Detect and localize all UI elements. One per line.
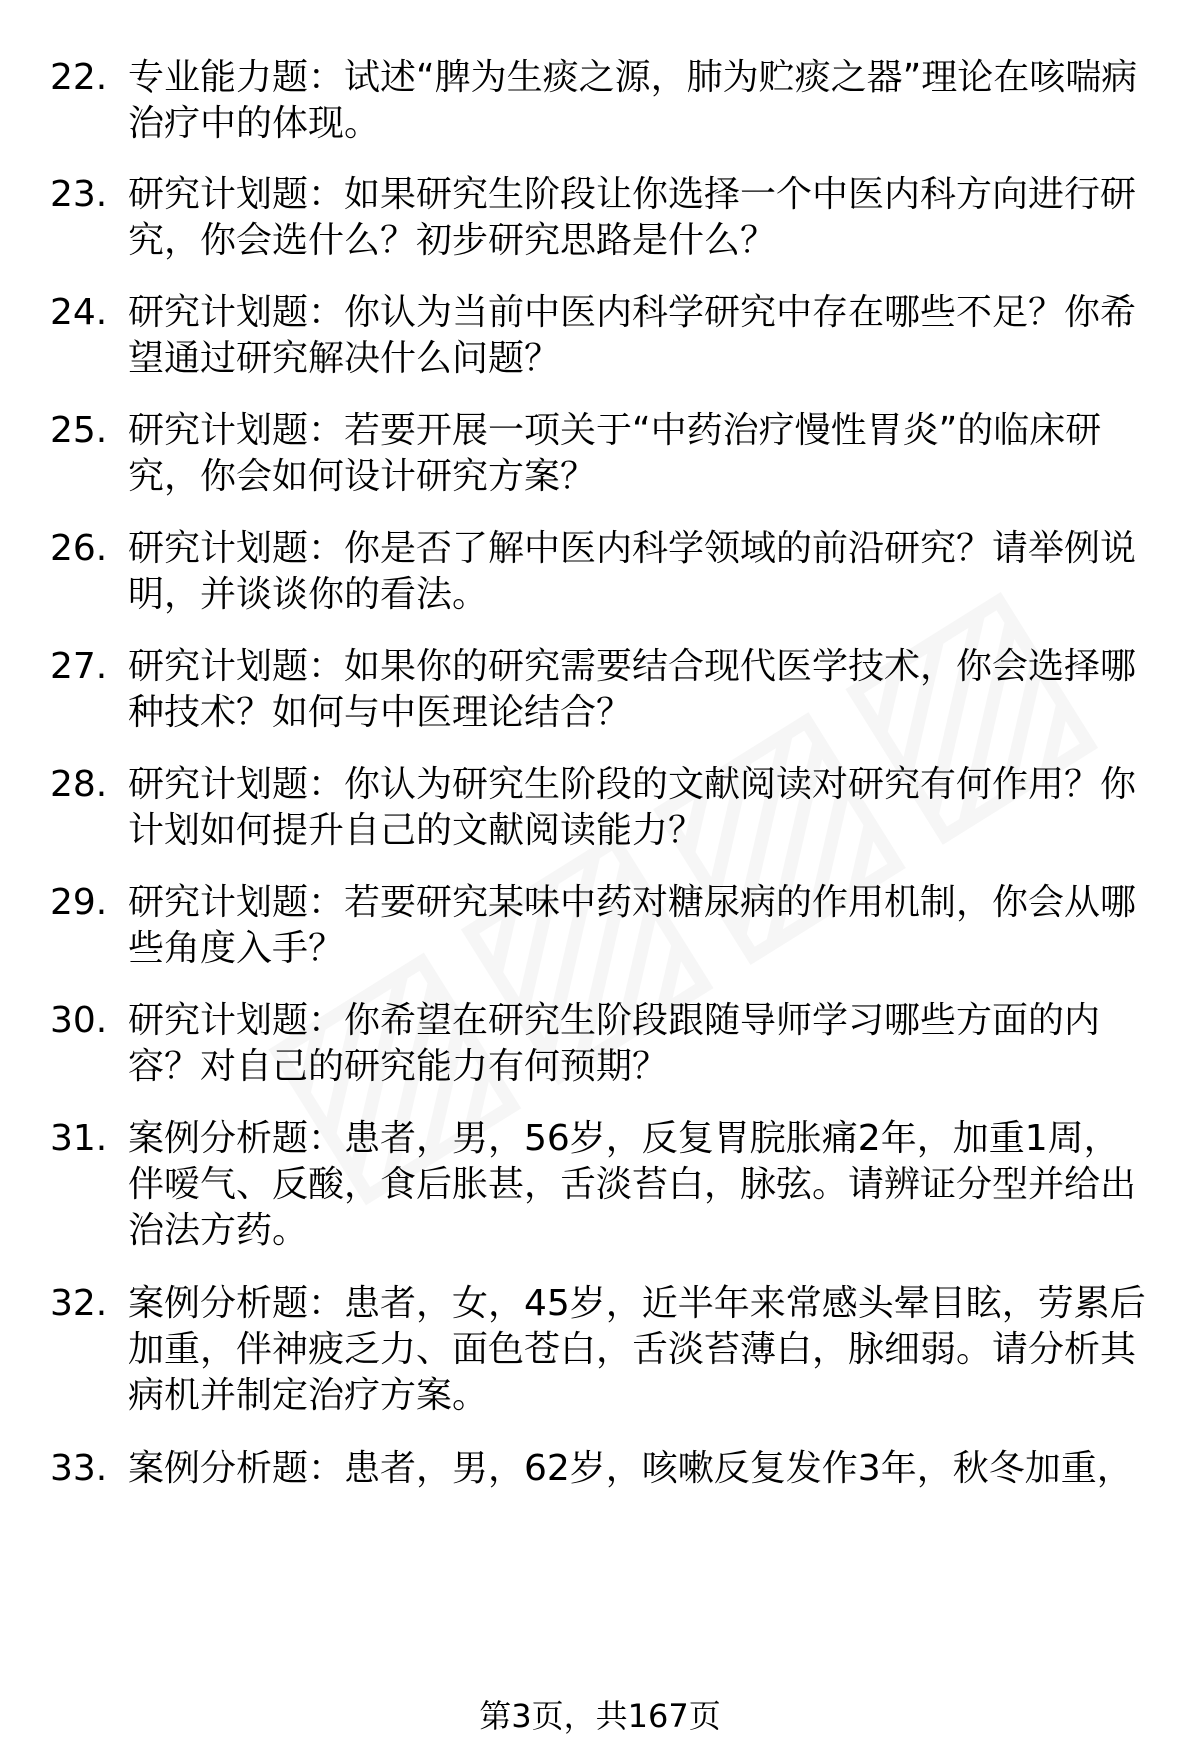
question-text: 案例分析题：患者，女，45岁，近半年来常感头晕目眩，劳累后加重，伴神疲乏力、面色苍白，舌淡苔薄白，脉细弱。请分析其病机并制定治疗方案。 [128, 1283, 1146, 1416]
question-number: 33. [50, 1448, 108, 1489]
question-number: 31. [50, 1118, 108, 1159]
question-item [50, 55, 1150, 147]
question-number: 30. [50, 1000, 108, 1041]
question-item [50, 172, 1150, 264]
question-item [50, 1281, 1150, 1419]
page-footer: 第3页，共167页 [479, 1697, 721, 1735]
question-text: 研究计划题：你认为研究生阶段的文献阅读对研究有何作用？你计划如何提升自己的文献阅读能力？ [128, 764, 1137, 851]
question-item [50, 1446, 1150, 1492]
question-text: 专业能力题：试述“脾为生痰之源，肺为贮痰之器”理论在咳喘病治疗中的体现。 [128, 57, 1138, 144]
question-item [50, 408, 1150, 500]
question-number: 28. [50, 764, 108, 805]
question-item [50, 644, 1150, 736]
question-number: 25. [50, 410, 108, 451]
question-text: 研究计划题：你是否了解中医内科学领域的前沿研究？请举例说明，并谈谈你的看法。 [128, 528, 1137, 615]
question-item [50, 762, 1150, 854]
question-item [50, 880, 1150, 972]
question-item [50, 526, 1150, 618]
question-item [50, 290, 1150, 382]
question-text: 研究计划题：你认为当前中医内科学研究中存在哪些不足？你希望通过研究解决什么问题？ [128, 292, 1137, 379]
question-number: 23. [50, 174, 108, 215]
question-text: 案例分析题：患者，男，56岁，反复胃脘胀痛2年，加重1周，伴嗳气、反酸，食后胀甚，舌淡苔白，脉弦。请辨证分型并给出治法方药。 [128, 1118, 1137, 1251]
question-number: 27. [50, 646, 108, 687]
question-number: 22. [50, 57, 108, 98]
question-text: 研究计划题：你希望在研究生阶段跟随导师学习哪些方面的内容？对自己的研究能力有何预期？ [128, 1000, 1101, 1087]
question-text: 研究计划题：如果你的研究需要结合现代医学技术，你会选择哪种技术？如何与中医理论结合？ [128, 646, 1137, 733]
question-number: 32. [50, 1283, 108, 1324]
question-number: 29. [50, 882, 108, 923]
question-number: 26. [50, 528, 108, 569]
question-item [50, 998, 1150, 1090]
question-text: 案例分析题：患者，男，62岁，咳嗽反复发作3年，秋冬加重， [128, 1448, 1133, 1489]
question-number: 24. [50, 292, 108, 333]
question-text: 研究计划题：如果研究生阶段让你选择一个中医内科方向进行研究，你会选什么？初步研究思路是什么？ [128, 174, 1137, 261]
question-text: 研究计划题：若要研究某味中药对糖尿病的作用机制，你会从哪些角度入手？ [128, 882, 1137, 969]
question-item [50, 1116, 1150, 1254]
question-text: 研究计划题：若要开展一项关于“中药治疗慢性胃炎”的临床研究，你会如何设计研究方案？ [128, 410, 1102, 497]
